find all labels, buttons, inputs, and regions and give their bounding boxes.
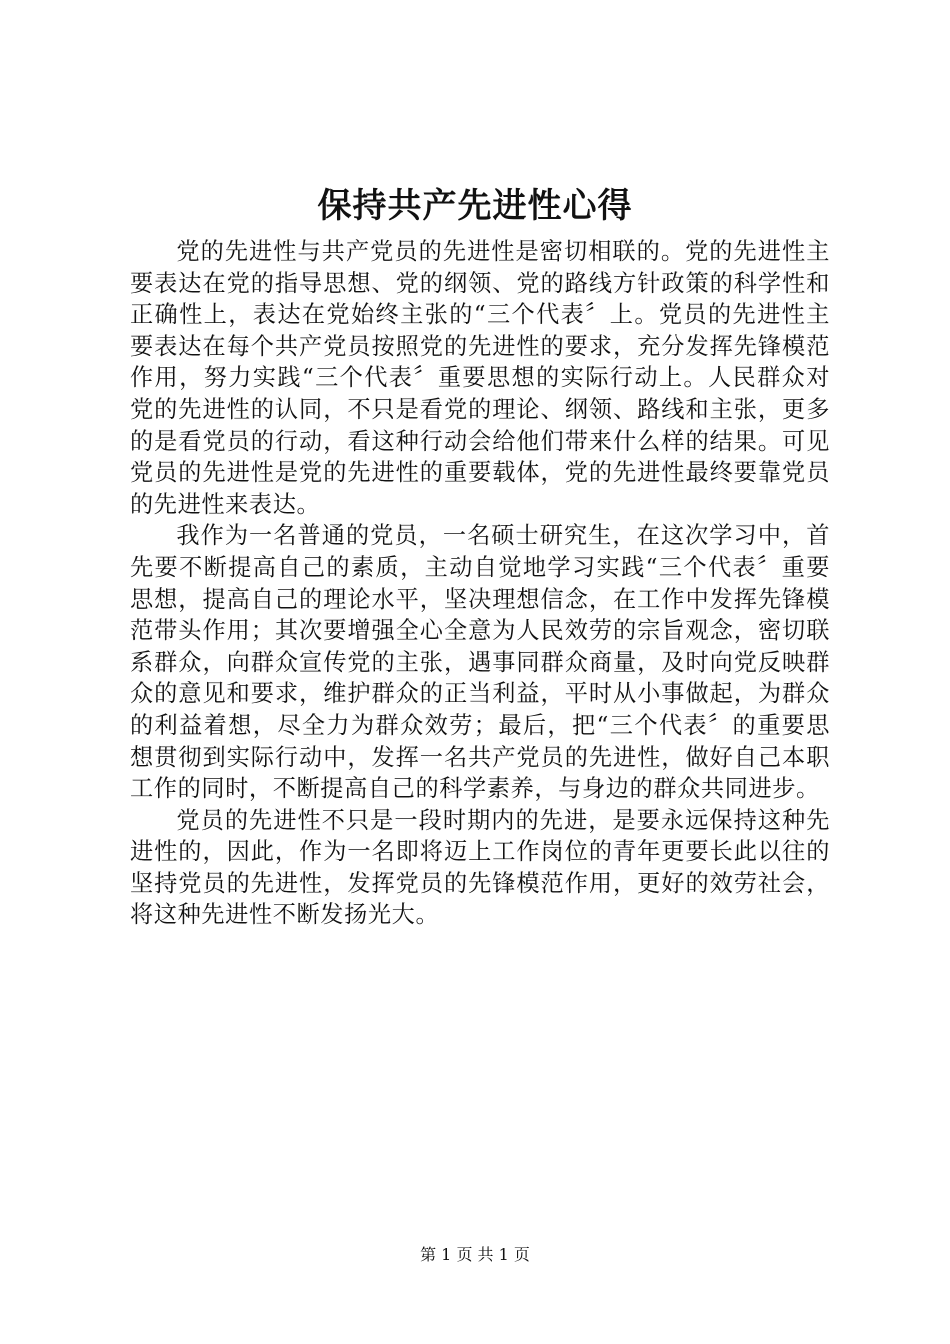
paragraph-3: 党员的先进性不只是一段时期内的先进，是要永远保持这种先进性的，因此，作为一名即将迈上工作岗位的青年更要长此以往的坚持党员的先进性，发挥党员的先锋模范作用，更好的效劳社会，将这种先进性不断发扬光大。 — [130, 806, 830, 929]
page-footer: 第 1 页 共 1 页 — [420, 1245, 530, 1264]
document-body — [130, 236, 830, 931]
paragraph-1: 党的先进性与共产党员的先进性是密切相联的。党的先进性主要表达在党的指导思想、党的纲领、党的路线方针政策的科学性和正确性上，表达在党始终主张的“三个代表〞上。党员的先进性主要表达在每个共产党员按照党的先进性的要求，充分发挥先锋模范作用，努力实践“三个代表〞重要思想的实际行动上。人民群众对党的先进性的认同，不只是看党的理论、纲领、路线和主张，更多的是看党员的行动，看这种行动会给他们带来什么样的结果。可见党员的先进性是党的先进性的重要载体，党的先进性最终要靠党员的先进性来表达。 — [130, 238, 830, 518]
document-title: 保持共产先进性心得 — [317, 186, 633, 226]
paragraph-2: 我作为一名普通的党员，一名硕士研究生，在这次学习中，首先要不断提高自己的素质，主动自觉地学习实践“三个代表〞重要思想，提高自己的理论水平，坚决理想信念，在工作中发挥先锋模范带头作用；其次要增强全心全意为人民效劳的宗旨观念，密切联系群众，向群众宣传党的主张，遇事同群众商量，及时向党反映群众的意见和要求，维护群众的正当利益，平时从小事做起，为群众的利益着想，尽全力为群众效劳；最后，把“三个代表〞的重要思想贯彻到实际行动中，发挥一名共产党员的先进性，做好自己本职工作的同时，不断提高自己的科学素养，与身边的群众共同进步。 — [130, 522, 830, 803]
